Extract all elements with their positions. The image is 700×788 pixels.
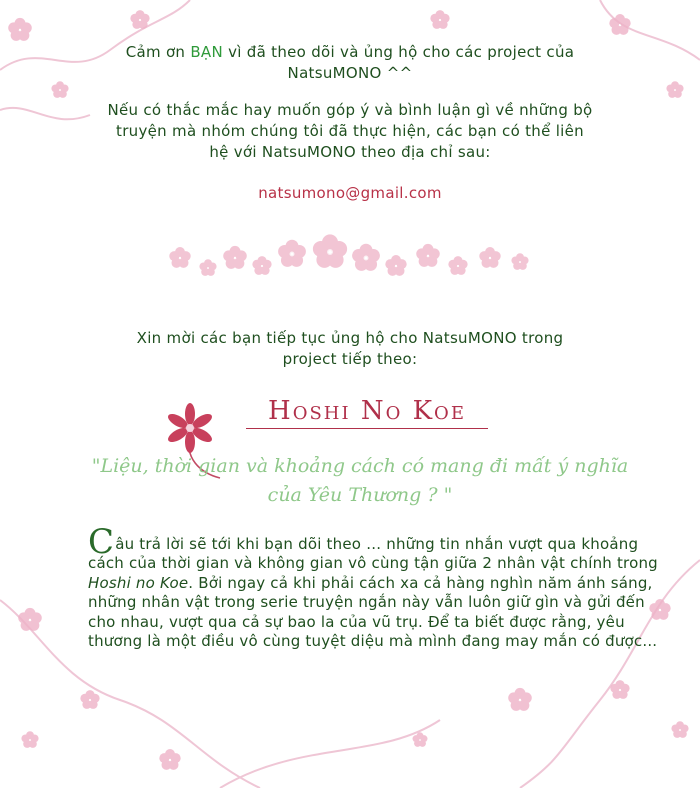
thanks-text-before: Cảm ơn bbox=[125, 43, 191, 61]
thanks-message bbox=[0, 42, 700, 84]
contact-message bbox=[0, 100, 700, 163]
project-description bbox=[88, 522, 668, 651]
contact-line2: truyện mà nhóm chúng tôi đã thực hiện, các bạn có thể liên bbox=[116, 122, 584, 140]
quote-line2: của Yêu Thương ? " bbox=[267, 484, 453, 506]
contact-line1: Nếu có thắc mắc hay muốn góp ý và bình luận gì về những bộ bbox=[107, 101, 593, 119]
description-part2: . Bởi ngay cả khi phải cách xa cả hàng nghìn năm ánh sáng, những nhân vật trong serie truyện ngắn này vẫn luôn giữ gìn và gửi đến cho nhau, vượt qua cả sự bao la của vũ trụ. Để ta biết được rằng, yêu thương là một điều vô cùng tuyệt diệu mà mình đang may mắn có được... bbox=[88, 573, 658, 651]
project-quote bbox=[60, 452, 660, 510]
drop-cap: C bbox=[88, 522, 115, 562]
thanks-text-after: vì đã theo dõi và ủng hộ cho các project của bbox=[223, 43, 575, 61]
thanks-highlight: BẠN bbox=[190, 43, 223, 61]
invite-message bbox=[0, 328, 700, 370]
thanks-line2: NatsuMONO ^^ bbox=[287, 64, 413, 82]
invite-line2: project tiếp theo: bbox=[282, 350, 418, 368]
invite-line1: Xin mời các bạn tiếp tục ủng hộ cho NatsuMONO trong bbox=[136, 329, 564, 347]
description-part1: âu trả lời sẽ tới khi bạn dõi theo … những tin nhắn vượt qua khoảng cách của thời gian và không gian vô cùng tận giữa 2 nhân vật chính trong bbox=[88, 535, 658, 573]
description-title: Hoshi no Koe bbox=[88, 573, 189, 592]
contact-line3: hệ với NatsuMONO theo địa chỉ sau: bbox=[209, 143, 491, 161]
quote-line1: "Liệu, thời gian và khoảng cách có mang đi mất ý nghĩa bbox=[91, 455, 629, 477]
project-title: Hoshi No Koe bbox=[246, 396, 488, 429]
contact-email[interactable]: natsumono@gmail.com bbox=[258, 184, 442, 202]
project-title-block bbox=[246, 396, 488, 429]
